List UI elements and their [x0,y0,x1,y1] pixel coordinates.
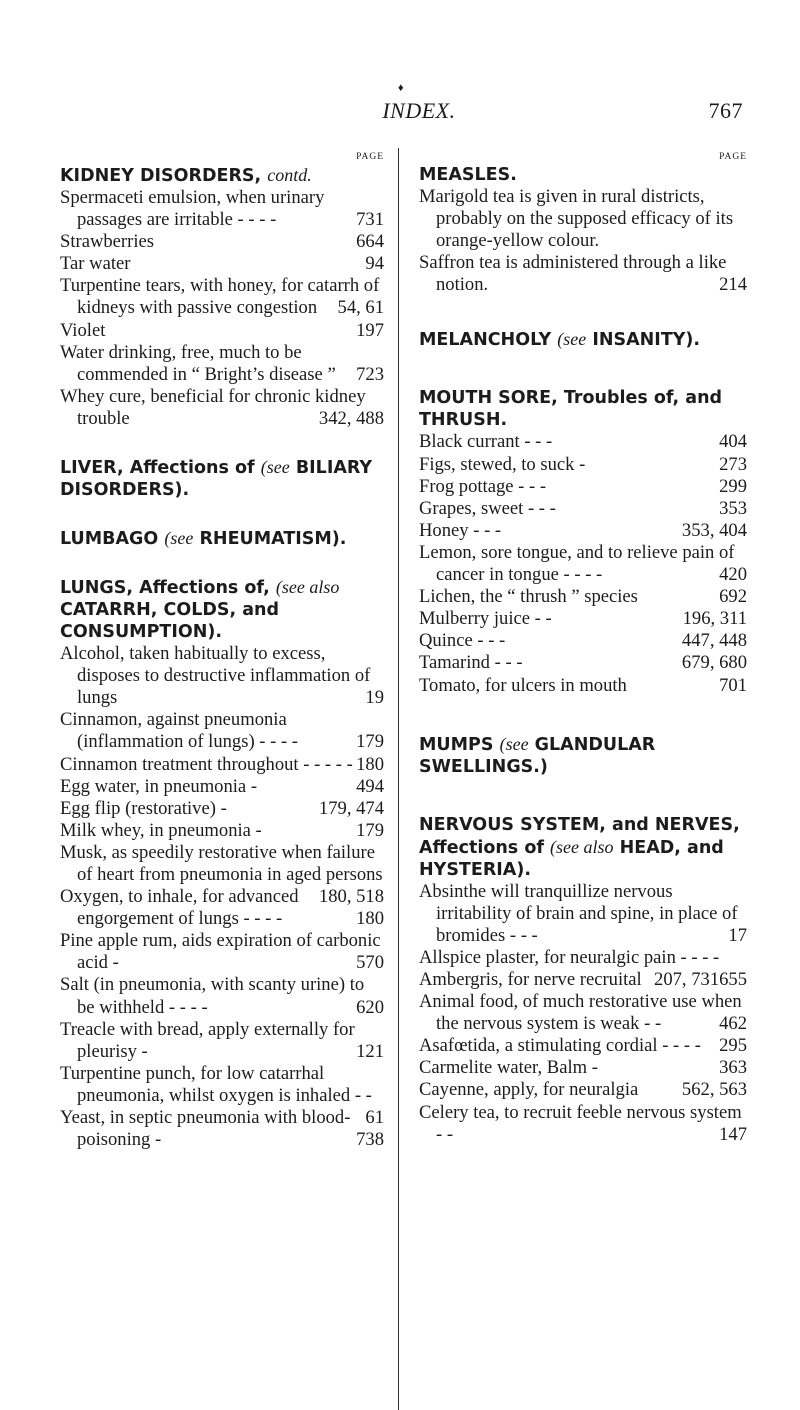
index-entry: Tamarind - - - 679, 680 [419,652,747,674]
index-entry: Tar water 94 [60,253,384,275]
index-entry: Honey - - - 353, 404 [419,519,747,541]
index-entry: Egg water, in pneumonia - 494 [60,775,384,797]
section-heading: MUMPS (see GLANDULAR SWELLINGS.) [419,733,656,777]
section-heading: NERVOUS SYSTEM, and NERVES, Affections of (see also HEAD, and HYSTERIA). [419,814,740,880]
index-entry: Allspice plaster, for neuralgic pain - - - - 655 [419,946,747,990]
section-heading: LUNGS, Affections of, (see also CATARRH, COLDS, and CONSUMPTION). [60,577,340,643]
index-entry: Oxygen, to inhale, for advanced engorgement of lungs - - - - 180 [60,886,384,930]
index-entry: Animal food, of much restorative use when the nervous system is weak - - 462 [419,991,747,1035]
index-entry: Quince - - - 447, 448 [419,630,747,652]
page-number: 767 [708,98,743,123]
index-entry: Tomato, for ulcers in mouth 701 [419,674,747,696]
index-entry: Black currant - - - 404 [419,431,747,453]
page-column-label: PAGE [356,152,384,162]
index-entry: Egg flip (restorative) - 179, 474 [60,797,384,819]
index-entry: Cinnamon, against pneumonia (inflammation of lungs) - - - - 179 [60,709,384,753]
index-entry: Frog pottage - - - 299 [419,475,747,497]
index-entry: Lemon, sore tongue, and to relieve pain of cancer in tongue - - - - 420 [419,541,747,586]
index-entry: Violet 197 [60,319,384,341]
index-entry: Turpentine punch, for low catarrhal pneumonia, whilst oxygen is inhaled - - 61 [60,1062,384,1128]
index-entry: Whey cure, beneficial for chronic kidney trouble 342, 488 [60,385,384,429]
section-heading: MELANCHOLY (see INSANITY). [419,329,701,351]
index-entry: Grapes, sweet - - - 353 [419,497,747,519]
left-column [60,150,384,1151]
index-entry: Asafœtida, a stimulating cordial - - - - 295 [419,1035,747,1057]
index-entry: Treacle with bread, apply externally for pleurisy - 121 [60,1018,384,1062]
page-column-label: PAGE [719,152,747,162]
index-entry: Yeast, in septic pneumonia with blood-poisoning - 738 [60,1107,384,1151]
index-entry: Cinnamon treatment throughout - - - - - 180 [60,753,384,775]
index-entry: Turpentine tears, with honey, for catarrh of kidneys with passive congestion 54, 61 [60,275,384,319]
index-entry: Absinthe will tranquillize nervous irritability of brain and spine, in place of bromides - - - 17 [419,880,747,946]
section-heading: MOUTH SORE, Troubles of, and THRUSH. [419,388,723,431]
section-heading: LUMBAGO (see RHEUMATISM). [60,528,347,550]
index-entry: Ambergris, for nerve recruital 207, 731 [419,968,720,990]
index-entry: Mulberry juice - - 196, 311 [419,608,747,630]
index-entry: Spermaceti emulsion, when urinary passages are irritable - - - - 731 [60,187,384,231]
index-entry: Marigold tea is given in rural districts, probably on the supposed efficacy of its orange-yellow colour. [419,186,734,252]
index-entry: Cayenne, apply, for neuralgia 562, 563 [419,1079,747,1101]
index-entry: Musk, as speedily restorative when failure of heart from pneumonia in aged persons 180, 518 [60,841,384,908]
index-entry: Milk whey, in pneumonia - 179 [60,819,384,841]
running-head [95,98,743,132]
index-entry: Lichen, the “ thrush ” species 692 [419,586,747,608]
column-divider [398,148,399,1410]
right-column [419,150,747,1146]
running-head-title: INDEX. [382,98,456,123]
index-entry: Carmelite water, Balm - 363 [419,1057,747,1079]
index-entry: Salt (in pneumonia, with scanty urine) to be withheld - - - - 620 [60,974,384,1018]
section-heading: MEASLES. [419,165,517,185]
index-entry: Alcohol, taken habitually to excess, disposes to destructive inflammation of lungs 19 [60,643,384,709]
index-entry: Strawberries 664 [60,231,384,253]
index-entry: Saffron tea is administered through a like notion. 214 [419,252,747,296]
index-entry: Water drinking, free, much to be commended in “ Bright’s disease ” 723 [60,341,384,385]
index-entry: Pine apple rum, aids expiration of carbonic acid - 570 [60,930,384,974]
index-entry: Celery tea, to recruit feeble nervous system - - 147 [419,1101,747,1145]
section-heading: LIVER, Affections of (see BILIARY DISORDERS). [60,457,373,501]
ornament-mark: ♦ [398,82,404,94]
section-heading: KIDNEY DISORDERS, contd. [60,165,312,186]
index-entry: Figs, stewed, to suck - 273 [419,453,747,475]
